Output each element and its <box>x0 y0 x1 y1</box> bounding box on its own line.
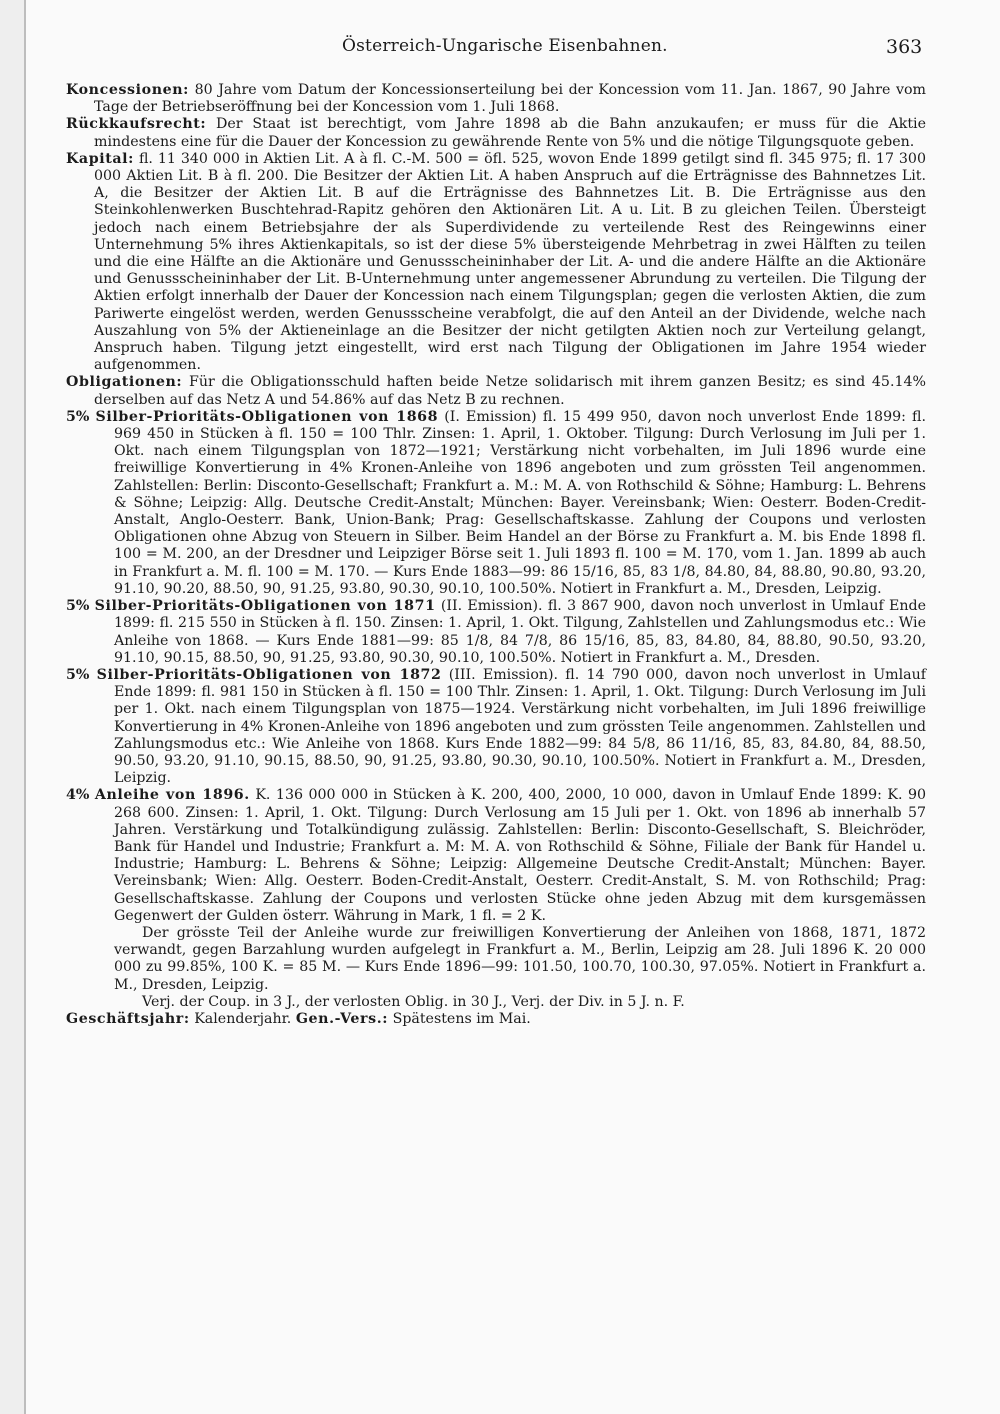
section-text: fl. 11 340 000 in Aktien Lit. A à fl. C.-M. 500 = öfl. 525, wovon Ende 1899 getilgt sind fl. 345 975; fl. 17 300 000 Aktien Lit. B à fl. 200. Die Besitzer der Aktien Lit. A haben Anspruch auf die Erträgnisse des Bahnnetzes Lit. A, die Besitzer der Aktien Lit. B auf die Erträgnisse des Bahnnetzes Lit. B. Die Erträgnisse aus den Steinkohlenwerken Buschtehrad-Rapitz gehören den Aktionären Lit. A u. Lit. B zu gleichen Teilen. Übersteigt jedoch nach einem Betriebsjahre der als Superdividende zu verteilende Rest des Reingewinns einer Unternehmung 5% ihres Aktienkapitals, so ist der diese 5% übersteigende Mehrbetrag in zwei Hälften zu teilen und die eine Hälfte an die Aktionäre und Genussscheininhaber der Lit. A- und die andere Hälfte an die Aktionäre und Genussscheininhaber der Lit. B-Unternehmung unter angemessener Abrundung zu verteilen. Die Tilgung der Aktien erfolgt innerhalb der Dauer der Koncession nach einem Tilgungsplan; gegen die verlosten Aktien, die zum Pariwerte eingelöst werden, werden Genussscheine verabfolgt, die auf den Anteil an der Dividende, welche nach Auszahlung von 5% der Aktieneinlage an die Besitzer der nicht getilgten Aktien noch zur Verteilung gelangt, Anspruch haben. Tilgung jetzt eingestellt, wird erst nach Tilgung der Obligationen im Jahre 1954 wieder aufgenommen. <box>94 150 926 374</box>
generalversammlung-head: Gen.-Vers.: <box>295 1010 389 1027</box>
section-kapital <box>66 151 926 375</box>
section-head: Silber-Prioritäts-Obligationen von 1872 <box>96 666 442 683</box>
section-head: Obligationen: <box>66 374 183 391</box>
section-obligationen <box>66 374 926 408</box>
section-anleihe-1871 <box>66 598 926 667</box>
section-text: (III. Emission). fl. 14 790 000, davon noch unverlost in Umlauf Ende 1899: fl. 981 150 in Stücken à fl. 150 = 100 Thlr. Zinsen: 1. April, 1. Okt. Tilgung: Durch Verlosung im Juli per 1. Okt. nach einem Tilgungsplan von 1875—1924. Verstärkung nicht vorbehalten, im Juli 1896 freiwillige Konvertierung in 4% Kronen-Anleihe von 1896 angeboten und zum grössten Teile angenommen. Zahlstellen und Zahlungsmodus etc.: Wie Anleihe von 1868. Kurs Ende 1882—99: 84 5/8, 86 11/16, 85, 83, 84.80, 84, 88.50, 90.50, 93.20, 91.10, 90.15, 88.50, 90, 91.25, 93.80, 90.30, 90.10, 100.50%. Notiert in Frankfurt a. M., Dresden, Leipzig. <box>114 666 927 787</box>
section-text: Für die Obligationsschuld haften beide Netze solidarisch mit ihrem ganzen Besitz; es sind 45.14% derselben auf das Netz A und 54.86% auf das Netz B zu rechnen. <box>94 374 926 408</box>
section-text: K. 136 000 000 in Stücken à K. 200, 400, 2000, 10 000, davon in Umlauf Ende 1899: K. 90 268 600. Zinsen: 1. April, 1. Okt. Tilgung: Durch Verlosung am 15 Juli per 1. Okt. von 1896 ab innerhalb 57 Jahren. Verstärkung und Totalkündigung zulässig. Zahlstellen: Berlin: Disconto-Gesellschaft, S. Bleichröder, Bank für Handel und Industrie; Frankfurt a. M: M. A. von Rothschild & Söhne, Filiale der Bank für Handel u. Industrie; Hamburg: L. Behrens & Söhne; Leipzig: Allgemeine Deutsche Credit-Anstalt; München: Bayer. Vereinsbank; Wien: Allg. Oesterr. Boden-Credit-Anstalt, Oesterr. Credit-Anstalt, S. M. von Rothschild; Prag: Gesellschaftskasse. Zahlung der Coupons und verlosten Stücke ohne jeden Abzug mit dem kursgemässen Gegenwert der Gulden österr. Währung in Mark, 1 fl. = 2 K. <box>114 787 927 924</box>
section-head: Rückkaufsrecht: <box>66 116 207 133</box>
page-number: 363 <box>886 36 923 58</box>
verjaehrung-note: Verj. der Coup. in 3 J., der verlosten Oblig. in 30 J., Verj. der Div. in 5 J. n. F. <box>142 993 685 1010</box>
geschaeftsjahr-head: Geschäftsjahr: <box>66 1010 190 1027</box>
interest-rate: 5% <box>66 598 90 615</box>
section-head: Kapital: <box>66 150 135 167</box>
footer-line <box>66 1011 926 1028</box>
running-title: Österreich-Ungarische Eisenbahnen. <box>342 36 668 56</box>
body-text <box>66 82 926 1028</box>
interest-rate: 5% <box>66 666 90 683</box>
section-anleihe-1868 <box>66 409 926 598</box>
section-head: Anleihe von 1896. <box>94 787 250 804</box>
section-rueckkaufsrecht <box>66 116 926 150</box>
section-text: (I. Emission) fl. 15 499 950, davon noch unverlost Ende 1899: fl. 969 450 in Stücken à fl. 150 = 100 Thlr. Zinsen: 1. April, 1. Oktober. Tilgung: Durch Verlosung im Juli per 1. Okt. nach einem Tilgungsplan von 1872—1921; Verstärkung nicht vorbehalten, im Juli 1896 wurde eine freiwillige Konvertierung in 4% Kronen-Anleihe von 1896 angeboten und zum grössten Teil angenommen. Zahlstellen: Berlin: Disconto-Gesellschaft; Frankfurt a. M.: M. A. von Rothschild & Söhne; Hamburg: L. Behrens & Söhne; Leipzig: Allg. Deutsche Credit-Anstalt; München: Bayer. Vereinsbank; Wien: Oesterr. Boden-Credit-Anstalt, Anglo-Oesterr. Bank, Union-Bank; Prag: Gesellschaftskasse. Zahlung der Coupons und verlosten Obligationen ohne Abzug von Steuern in Silber. Beim Handel an der Börse zu Frankfurt a. M. bis Ende 1898 fl. 100 = M. 200, an der Dresdner und Leipziger Börse seit 1. Juli 1893 fl. 100 = M. 170, vom 1. Jan. 1899 ab auch in Frankfurt a. M. fl. 100 = M. 170. — Kurs Ende 1883—99: 86 15/16, 85, 83 1/8, 84.80, 84, 88.80, 90.80, 93.20, 91.10, 90.20, 88.50, 90, 91.25, 93.80, 90.30, 90.10, 100.50%. Notiert in Frankfurt a. M., Dresden, Leipzig. <box>114 408 927 597</box>
interest-rate: 5% <box>66 408 90 425</box>
section-head: Koncessionen: <box>66 82 189 98</box>
page-edge <box>24 0 26 1414</box>
generalversammlung-text: Spätestens im Mai. <box>392 1010 531 1027</box>
section-head: Silber-Prioritäts-Obligationen von 1868 <box>95 408 439 425</box>
section-text: 80 Jahre vom Datum der Koncessionserteilung bei der Koncession vom 11. Jan. 1867, 90 Jahre vom Tage der Betriebseröffnung bei der Koncession vom 1. Juli 1868. <box>94 82 926 116</box>
interest-rate: 4% <box>66 787 90 804</box>
section-text: Der Staat ist berechtigt, vom Jahre 1898 ab die Bahn anzukaufen; er muss für die Aktie mindestens eine für die Dauer der Koncession zu gewährende Rente von 5% und die nötige Tilgungsquote geben. <box>94 116 926 150</box>
section-koncessionen <box>66 82 926 116</box>
page-header <box>0 36 1000 60</box>
geschaeftsjahr-text: Kalenderjahr. <box>194 1010 292 1027</box>
section-text: (II. Emission). fl. 3 867 900, davon noch unverlost in Umlauf Ende 1899: fl. 215 550 in Stücken à fl. 150. Zinsen: 1. April, 1. Okt. Tilgung, Zahlstellen und Zahlungsmodus etc.: Wie Anleihe von 1868. — Kurs Ende 1881—99: 85 1/8, 84 7/8, 86 15/16, 85, 83, 84.80, 84, 88.80, 90.50, 93.20, 91.10, 90.15, 88.50, 90, 91.25, 93.80, 90.30, 90.10, 100.50%. Notiert in Frankfurt a. M., Dresden. <box>114 598 926 666</box>
section-anleihe-1896 <box>66 787 926 925</box>
section-anleihe-1896-konvertierung: Der grösste Teil der Anleihe wurde zur freiwilligen Konvertierung der Anleihen von 1868, 1871, 1872 verwandt, gegen Barzahlung wurden aufgelegt in Frankfurt a. M., Berlin, Leipzig am 28. Juli 1896 K. 20 000 000 zu 99.85%, 100 K. = 85 M. — Kurs Ende 1896—99: 101.50, 100.70, 100.30, 97.05%. Notiert in Frankfurt a. M., Dresden, Leipzig. <box>114 924 926 993</box>
section-head: Silber-Prioritäts-Obligationen von 1871 <box>94 598 436 615</box>
section-anleihe-1872 <box>66 667 926 787</box>
